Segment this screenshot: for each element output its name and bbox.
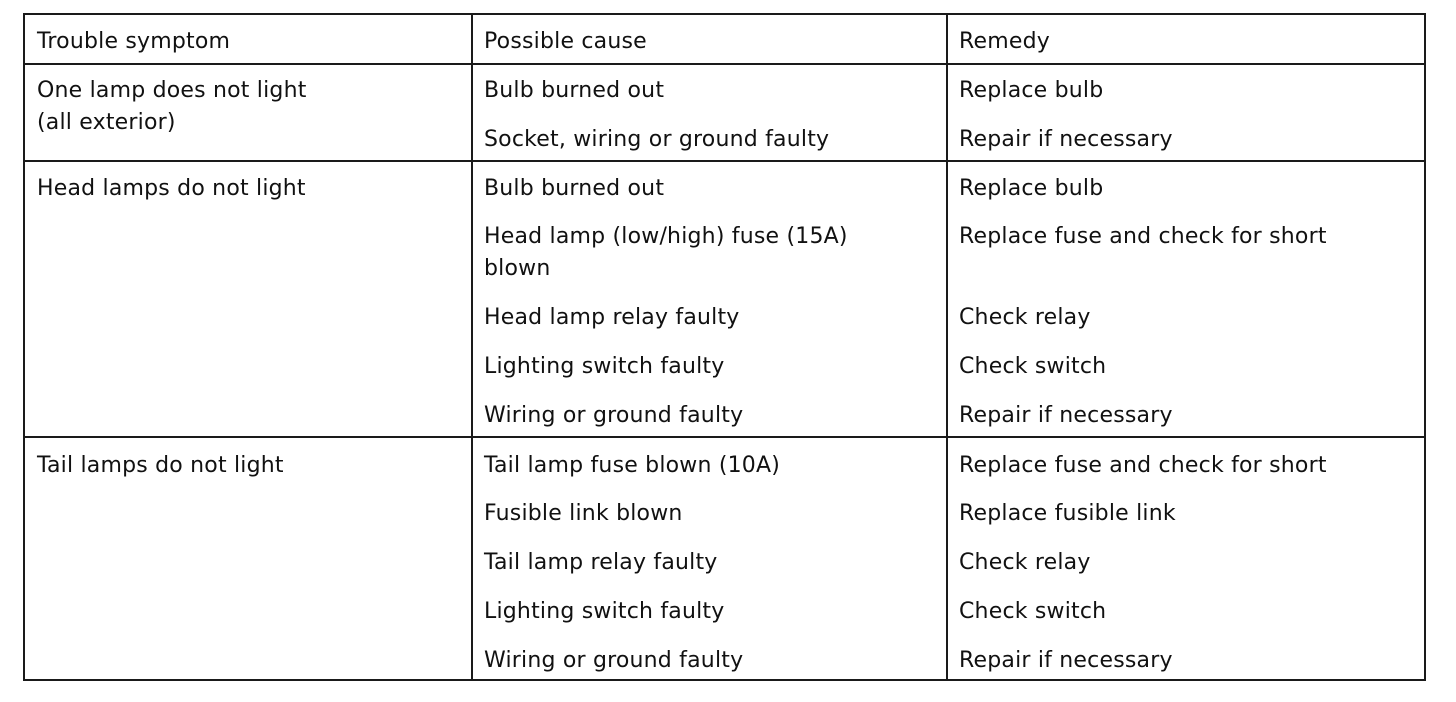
remedy-cell: Replace bulb <box>959 176 1104 201</box>
remedy-cell: Check relay <box>959 550 1091 575</box>
cause-cell: Bulb burned out <box>484 176 665 201</box>
remedy-cell: Replace fuse and check for short <box>959 224 1327 249</box>
remedy-cell: Check relay <box>959 305 1091 330</box>
table-row-group-3 <box>25 438 1424 679</box>
cause-cell: Socket, wiring or ground faulty <box>484 127 830 152</box>
remedy-cell: Repair if necessary <box>959 127 1173 152</box>
cause-cell: Tail lamp fuse blown (10A) <box>484 453 781 478</box>
remedy-cell: Replace fuse and check for short <box>959 453 1327 478</box>
cause-cell: Lighting switch faulty <box>484 354 725 379</box>
header-cause: Possible cause <box>484 29 647 54</box>
header-symptom: Trouble symptom <box>37 29 231 54</box>
cause-cell: Fusible link blown <box>484 501 683 526</box>
cause-cell: Lighting switch faulty <box>484 599 725 624</box>
remedy-cell: Repair if necessary <box>959 403 1173 428</box>
cause-cell-continued: blown <box>484 256 551 281</box>
cause-cell: Head lamp (low/high) fuse (15A) <box>484 224 848 249</box>
symptom-cell: Tail lamps do not light <box>37 453 284 478</box>
symptom-cell: Head lamps do not light <box>37 176 306 201</box>
table-row-group-1 <box>25 65 1424 162</box>
cause-cell: Wiring or ground faulty <box>484 403 744 428</box>
symptom-line: One lamp does not light <box>37 78 307 103</box>
header-row <box>25 15 1424 65</box>
cause-cell: Bulb burned out <box>484 78 665 103</box>
remedy-cell: Check switch <box>959 354 1107 379</box>
remedy-cell: Replace fusible link <box>959 501 1176 526</box>
cause-cell: Head lamp relay faulty <box>484 305 740 330</box>
remedy-cell: Repair if necessary <box>959 648 1173 673</box>
symptom-line: (all exterior) <box>37 110 176 135</box>
cause-cell: Wiring or ground faulty <box>484 648 744 673</box>
cause-cell: Tail lamp relay faulty <box>484 550 718 575</box>
header-remedy: Remedy <box>959 29 1050 54</box>
troubleshooting-table <box>23 13 1426 681</box>
table-row-group-2 <box>25 162 1424 438</box>
remedy-cell: Check switch <box>959 599 1107 624</box>
remedy-cell: Replace bulb <box>959 78 1104 103</box>
